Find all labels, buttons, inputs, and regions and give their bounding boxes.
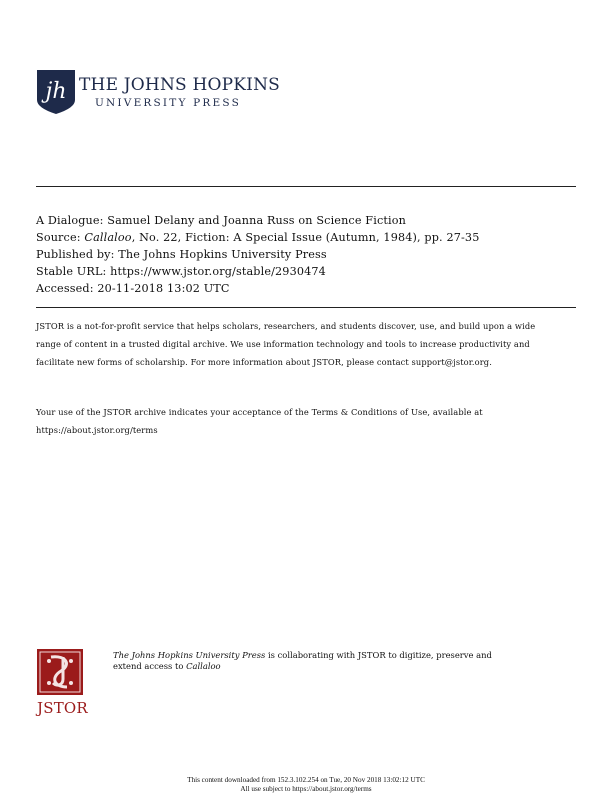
- notice-line-1: JSTOR is a not-for-profit service that helps scholars, researchers, and students discover, use, and build upon a wide: [36, 321, 536, 331]
- source-line: [36, 229, 596, 246]
- collab-press-name: The Johns Hopkins University Press: [113, 650, 266, 660]
- jstor-seal-icon: [37, 649, 83, 695]
- terms-line-1: Your use of the JSTOR archive indicates your acceptance of the Terms & Conditions of Use, available at: [36, 407, 483, 417]
- terms-link[interactable]: https://about.jstor.org/terms: [36, 425, 158, 435]
- collab-text-2: extend access to: [113, 661, 187, 671]
- collaboration-statement: [113, 650, 583, 672]
- article-title: A Dialogue: Samuel Delany and Joanna Russ on Science Fiction: [36, 214, 406, 227]
- jstor-logo: [37, 649, 87, 719]
- download-footer: [0, 776, 612, 794]
- collab-line-1: [113, 650, 583, 661]
- logo-line-1: THE JOHNS HOPKINS: [79, 75, 281, 95]
- source-prefix: Source:: [36, 231, 85, 244]
- collab-text: is collaborating with JSTOR to digitize, preserve and: [265, 650, 492, 660]
- source-journal: Callaloo: [84, 231, 132, 244]
- citation-block: [36, 212, 596, 297]
- jstor-wordmark: JSTOR: [37, 699, 88, 717]
- accessed-date: Accessed: 20-11-2018 13:02 UTC: [36, 282, 230, 295]
- notice-line-2: range of content in a trusted digital archive. We use information technology and tools to increase productivity and: [36, 339, 530, 349]
- jh-mark-letters: jh: [45, 79, 67, 104]
- logo-line-2: UNIVERSITY PRESS: [95, 97, 241, 109]
- footer-line-2: All use subject to https://about.jstor.org/terms: [240, 785, 372, 793]
- divider-middle: [36, 307, 576, 308]
- terms-notice: [36, 403, 588, 439]
- jhu-shield-icon: [37, 70, 75, 114]
- stable-url[interactable]: Stable URL: https://www.jstor.org/stable/2930474: [36, 265, 326, 278]
- published-by: Published by: The Johns Hopkins University Press: [36, 248, 327, 261]
- footer-line-1: This content downloaded from 152.3.102.254 on Tue, 20 Nov 2018 13:02:12 UTC: [187, 776, 425, 784]
- jstor-notice: [36, 317, 588, 371]
- jhu-press-logo: [37, 70, 281, 116]
- source-details: , No. 22, Fiction: A Special Issue (Autumn, 1984), pp. 27-35: [131, 231, 480, 244]
- divider-top: [36, 186, 576, 187]
- notice-line-3: facilitate new forms of scholarship. For more information about JSTOR, please contact support@jstor.org.: [36, 357, 492, 367]
- collab-line-2: [113, 661, 583, 672]
- collab-journal: Callaloo: [186, 661, 221, 671]
